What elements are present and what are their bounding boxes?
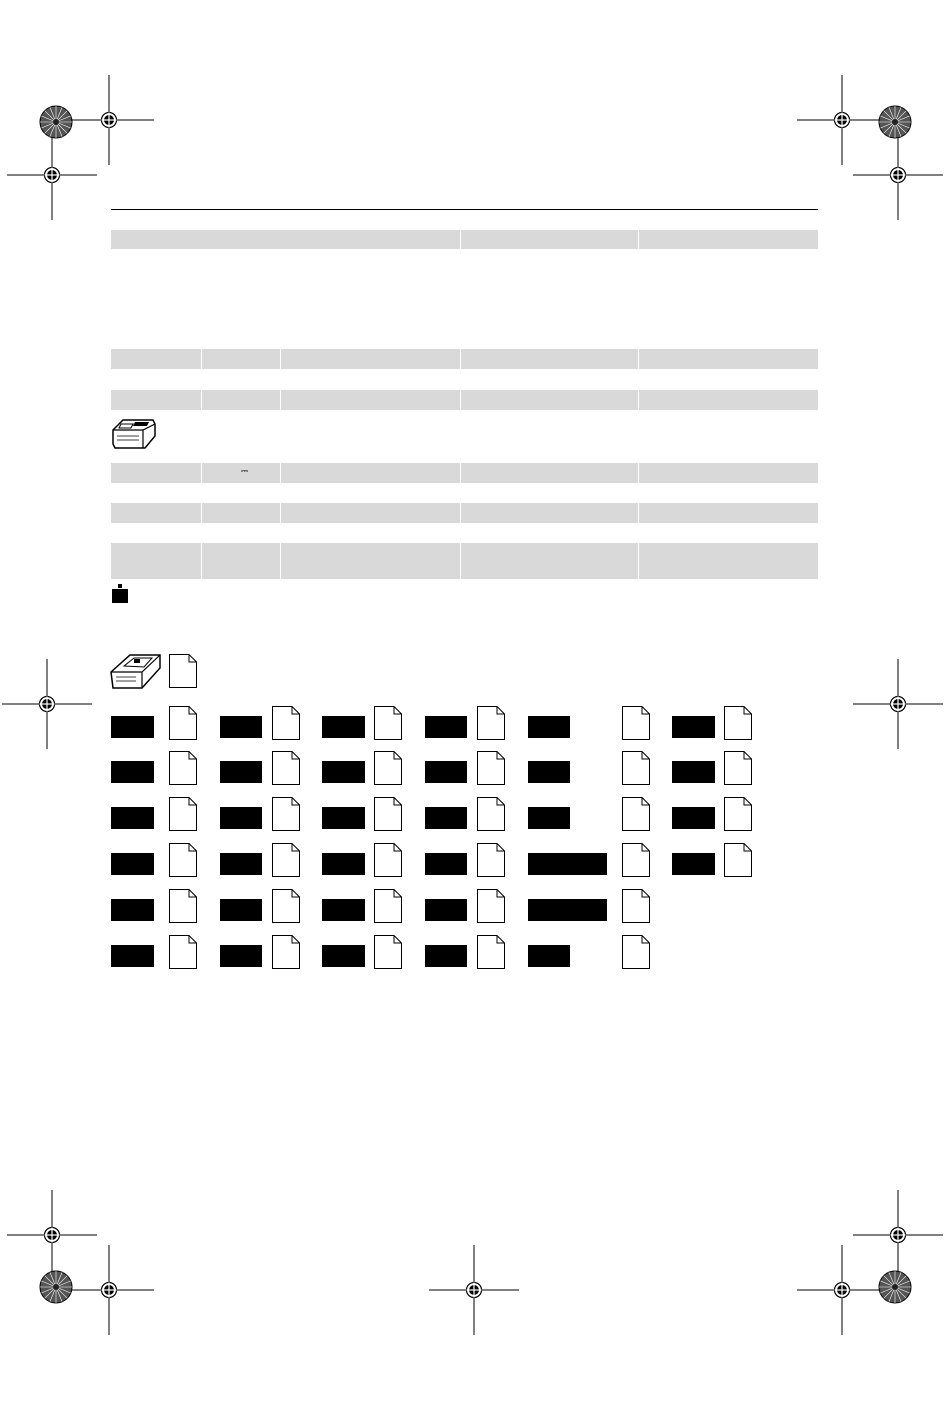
registration-crosshair-icon	[64, 1245, 154, 1335]
document-sheet-icon	[272, 797, 300, 831]
document-sheet-icon	[272, 889, 300, 923]
document-sheet-icon	[272, 935, 300, 969]
document-sheet-icon	[374, 935, 402, 969]
redaction-block	[528, 899, 607, 921]
registration-crosshair-icon	[2, 659, 92, 749]
document-sheet-icon	[374, 751, 402, 785]
table-row	[111, 543, 818, 579]
document-sheet-icon	[622, 843, 650, 877]
redaction-block	[322, 761, 365, 783]
redaction-block	[425, 761, 467, 783]
document-sheet-icon	[724, 843, 752, 877]
registration-crosshair-icon	[7, 1190, 97, 1280]
document-sheet-icon	[622, 797, 650, 831]
document-sheet-icon	[477, 843, 505, 877]
redaction-block	[322, 716, 365, 738]
registration-crosshair-icon	[853, 659, 943, 749]
document-sheet-icon	[622, 751, 650, 785]
color-registration-target-icon	[40, 106, 72, 138]
redaction-block	[425, 807, 467, 829]
document-sheet-icon	[169, 654, 197, 688]
registration-crosshair-icon	[853, 1190, 943, 1280]
registration-crosshair-icon	[7, 130, 97, 220]
redaction-block	[111, 807, 154, 829]
document-sheet-icon	[169, 797, 197, 831]
document-sheet-icon	[374, 797, 402, 831]
redaction-block	[528, 945, 570, 967]
document-sheet-icon	[477, 706, 505, 740]
table-row	[111, 503, 818, 523]
redaction-block	[220, 716, 262, 738]
document-sheet-icon	[477, 935, 505, 969]
document-sheet-icon	[169, 843, 197, 877]
redaction-block	[111, 853, 154, 875]
registration-crosshair-icon	[429, 1245, 519, 1335]
redaction-block	[425, 716, 467, 738]
redaction-block	[322, 945, 365, 967]
redaction-block	[425, 853, 467, 875]
registration-crosshair-icon	[853, 130, 943, 220]
redaction-block	[528, 716, 570, 738]
document-sheet-icon	[374, 889, 402, 923]
document-sheet-icon	[169, 935, 197, 969]
redaction-block	[672, 807, 715, 829]
charger-icon	[108, 650, 164, 692]
color-registration-target-icon	[879, 106, 911, 138]
redaction-block	[672, 716, 715, 738]
table-row	[111, 390, 818, 410]
redaction-block	[322, 807, 365, 829]
redaction-block	[528, 853, 607, 875]
redaction-block	[220, 761, 262, 783]
document-sheet-icon	[622, 706, 650, 740]
color-registration-target-icon	[40, 1271, 72, 1303]
header-rule	[111, 209, 818, 210]
redaction-block	[528, 807, 570, 829]
document-sheet-icon	[169, 706, 197, 740]
redaction-block	[220, 807, 262, 829]
document-sheet-icon	[477, 751, 505, 785]
document-sheet-icon	[622, 889, 650, 923]
dc-voltage-icon: ⎓	[241, 466, 249, 476]
weight-icon	[111, 584, 129, 604]
document-sheet-icon	[272, 751, 300, 785]
table-row	[111, 463, 818, 483]
document-sheet-icon	[477, 797, 505, 831]
redaction-block	[528, 761, 570, 783]
registration-crosshair-icon	[64, 75, 154, 165]
table-header-row	[111, 230, 818, 249]
document-sheet-icon	[374, 843, 402, 877]
redaction-block	[220, 899, 262, 921]
document-sheet-icon	[272, 706, 300, 740]
document-sheet-icon	[477, 889, 505, 923]
redaction-block	[322, 853, 365, 875]
redaction-block	[425, 899, 467, 921]
document-sheet-icon	[169, 751, 197, 785]
table-row	[111, 349, 818, 369]
document-sheet-icon	[169, 889, 197, 923]
battery-pack-icon	[109, 412, 159, 452]
redaction-block	[111, 761, 154, 783]
redaction-block	[220, 853, 262, 875]
document-sheet-icon	[272, 843, 300, 877]
document-sheet-icon	[374, 706, 402, 740]
registration-crosshair-icon	[797, 1245, 887, 1335]
redaction-block	[672, 853, 715, 875]
redaction-block	[672, 761, 715, 783]
redaction-block	[220, 945, 262, 967]
color-registration-target-icon	[879, 1271, 911, 1303]
redaction-block	[111, 899, 154, 921]
document-sheet-icon	[724, 797, 752, 831]
redaction-block	[111, 716, 154, 738]
redaction-block	[322, 899, 365, 921]
document-sheet-icon	[622, 935, 650, 969]
redaction-block	[425, 945, 467, 967]
redaction-block	[111, 945, 154, 967]
registration-crosshair-icon	[797, 75, 887, 165]
document-sheet-icon	[724, 751, 752, 785]
document-sheet-icon	[724, 706, 752, 740]
